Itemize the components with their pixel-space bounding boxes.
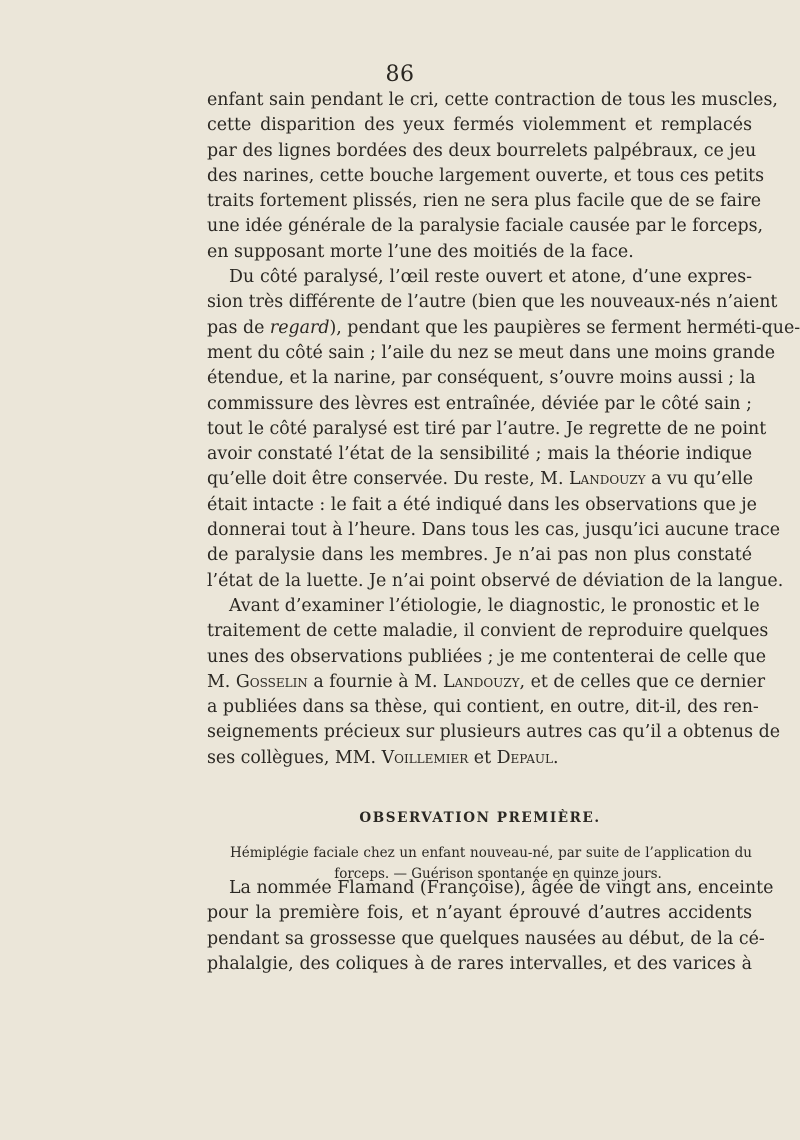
text-line: commissure des lèvres est entraînée, déviée par le côté sain ; [207,393,752,414]
text-line: phalalgie, des coliques à de rares intervalles, et des varices à [207,953,752,974]
summary-line: Hémiplégie faciale chez un enfant nouveau-né, par suite de l’application du [230,845,752,861]
text-line: La nommée Flamand (Françoise), âgée de vingt ans, enceinte [229,878,774,898]
text-span: ses collègues, MM. [207,747,382,768]
text-span: qu’elle doit être conservée. Du reste, M. [207,469,564,490]
text-line [207,670,766,695]
author-name: Voillemier [381,747,469,768]
text-span: et [468,747,497,768]
text-line: Du côté paralysé, l’œil reste ouvert et atone, d’une expres- [229,267,752,288]
text-line: une idée générale de la paralysie faciale causée par le forceps, [207,216,764,237]
text-line: pendant sa grossesse que quelques nausées au début, de la cé- [207,928,765,949]
text-line: était intacte : le fait a été indiqué dans les observations que je [207,494,757,515]
author-name: Landouzy [443,671,520,692]
text-line: des narines, cette bouche largement ouverte, et tous ces petits [207,165,765,186]
text-line: traitement de cette maladie, il convient de reproduire quelques [207,621,769,642]
text-span: , et de celles que ce dernier [519,671,766,692]
text-line: étendue, et la narine, par conséquent, s’ouvre moins aussi ; la [207,368,756,389]
author-name: Landouzy [569,469,646,490]
text-line: par des lignes bordées des deux bourrelets palpébraux, ce jeu [207,140,757,161]
text-line: traits fortement plissés, rien ne sera plus facile que de se faire [207,191,762,212]
text-line: Avant d’examiner l’étiologie, le diagnostic, le pronostic et le [229,595,760,616]
text-line [207,316,800,341]
text-line: sion très différente de l’autre (bien que les nouveaux-nés n’aient [207,292,778,313]
text-span: . [553,747,559,768]
text-line [207,467,752,492]
text-line: l’état de la luette. Je n’ai point observé de déviation de la langue. [207,570,784,591]
text-line: a publiées dans sa thèse, qui contient, en outre, dit-il, des ren- [207,697,759,718]
text-span: M. [207,671,236,692]
observation-heading: OBSERVATION PREMIÈRE. [359,810,601,826]
text-line: en supposant morte l’une des moitiés de la face. [207,241,634,262]
text-line: donnerai tout à l’heure. Dans tous les cas, jusqu’ici aucune trace [207,520,781,541]
author-name: Depaul [496,747,554,768]
text-line: tout le côté paralysé est tiré par l’autre. Je regrette de ne point [207,418,767,439]
text-span: ), pendant que les paupières se ferment herméti-que- [329,317,800,338]
text-line: enfant sain pendant le cri, cette contraction de tous les muscles, [207,90,778,110]
text-span: a fournie à M. [307,671,443,692]
text-line: seignements précieux sur plusieurs autres cas qu’il a obtenus de [207,722,781,743]
text-span: pas de [207,317,270,338]
text-line: ment du côté sain ; l’aile du nez se meut dans une moins grande [207,342,776,363]
body-text [207,88,800,771]
text-span: a vu qu’elle [645,469,754,490]
text-line: pour la première fois, et n’ayant éprouvé d’autres accidents [207,903,752,924]
summary-line: forceps. — Guérison spontanée en quinze jours. [334,866,662,882]
text-line: unes des observations publiées ; je me contenterai de celle que [207,646,767,667]
text-line: avoir constaté l’état de la sensibilité ; mais la théorie indique [207,444,752,465]
observation-text [207,876,774,977]
text-line [207,746,752,771]
italic-word: regard [269,317,330,338]
text-line: cette disparition des yeux fermés violemment et remplacés [207,115,752,136]
page-number: 86 [385,62,415,87]
text-line: de paralysie dans les membres. Je n’ai pas non plus constaté [207,545,752,566]
author-name: Gosselin [235,671,308,692]
